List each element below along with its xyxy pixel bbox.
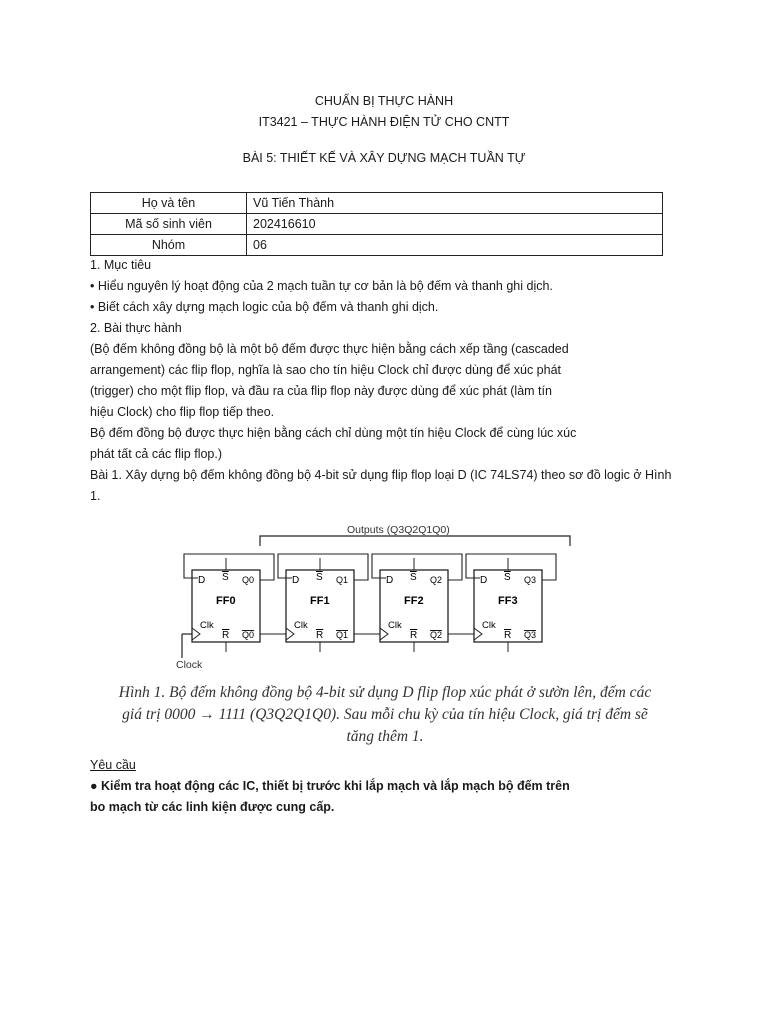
pin-d-label: D	[198, 575, 206, 586]
doc-title: BÀI 5: THIẾT KẾ VÀ XÂY DỰNG MẠCH TUẦN TỰ	[242, 151, 526, 165]
pin-r-label: R	[316, 630, 324, 641]
paragraph-line: • Hiểu nguyên lý hoạt động của 2 mạch tuần tự cơ bản là bộ đếm và thanh ghi dịch.	[90, 279, 553, 293]
flipflop-ff0	[184, 554, 274, 652]
figure-caption-line: giá trị 0000 → 1111 (Q3Q2Q1Q0). Sau mỗi chu kỳ của tín hiệu Clock, giá trị đếm sẽ	[122, 706, 648, 723]
name-label: Họ và tên	[91, 193, 247, 214]
paragraph-line: (trigger) cho một flip flop, và đầu ra của flip flop này được dùng để xúc phát (làm tín	[90, 384, 552, 398]
pin-r-label: R	[222, 630, 230, 641]
qbar-label: Q1	[336, 630, 349, 640]
flipflop-ff3	[458, 554, 556, 652]
doc-header-line2: IT3421 – THỰC HÀNH ĐIỆN TỬ CHO CNTT	[258, 115, 510, 129]
ff-name: FF2	[404, 595, 424, 607]
pin-d-label: D	[292, 575, 300, 586]
q-label: Q0	[242, 575, 255, 585]
pin-r-label: R	[504, 630, 512, 641]
paragraph-line: Bộ đếm đồng bộ được thực hiện bằng cách chỉ dùng một tín hiệu Clock để cùng lúc xúc	[90, 426, 577, 440]
pin-d-label: D	[480, 575, 488, 586]
paragraph-line: phát tất cả các flip flop.)	[90, 447, 223, 461]
section-heading: 2. Bài thực hành	[90, 321, 182, 335]
table-row	[91, 193, 663, 214]
clock-label: Clock	[176, 659, 203, 671]
pin-d-label: D	[386, 575, 394, 586]
ff-name: FF3	[498, 595, 518, 607]
paragraph-line: (Bộ đếm không đồng bộ là một bộ đếm được thực hiện bằng cách xếp tầng (cascaded	[90, 342, 569, 356]
doc-header-line1: CHUẨN BỊ THỰC HÀNH	[314, 94, 454, 108]
ff-name: FF1	[310, 595, 330, 607]
requirement-line: bo mạch từ các linh kiện được cung cấp.	[90, 800, 335, 814]
q-label: Q2	[430, 575, 443, 585]
outputs-label: Outputs (Q3Q2Q1Q0)	[347, 524, 450, 536]
group-label: Nhóm	[91, 235, 247, 256]
student-id-label: Mã số sinh viên	[91, 214, 247, 235]
pin-s-label: S	[316, 572, 323, 583]
pin-s-label: S	[504, 572, 511, 583]
pin-clk-label: Clk	[482, 620, 496, 631]
qbar-label: Q3	[524, 630, 537, 640]
q-label: Q3	[524, 575, 537, 585]
pin-r-label: R	[410, 630, 418, 641]
figure-caption-line: tăng thêm 1.	[346, 728, 424, 745]
table-row	[91, 214, 663, 235]
pin-clk-label: Clk	[200, 620, 214, 631]
paragraph-line: arrangement) các flip flop, nghĩa là sao cho tín hiệu Clock chỉ được dùng để xúc phát	[90, 363, 562, 377]
group-value: 06	[247, 235, 663, 256]
figure-caption-line: Hình 1. Bộ đếm không đồng bộ 4-bit sử dụng D flip flop xúc phát ở sườn lên, đếm các	[118, 684, 652, 701]
requirement-line: ● Kiểm tra hoạt động các IC, thiết bị trước khi lắp mạch và lắp mạch bộ đếm trên	[90, 779, 570, 793]
table-row	[91, 235, 663, 256]
name-value: Vũ Tiến Thành	[247, 193, 663, 214]
q-label: Q1	[336, 575, 349, 585]
student-info-table	[90, 192, 663, 256]
flipflop-ff2	[364, 554, 462, 652]
paragraph-line: • Biết cách xây dựng mạch logic của bộ đếm và thanh ghi dịch.	[90, 300, 439, 314]
paragraph-line: Bài 1. Xây dựng bộ đếm không đồng bộ 4-bit sử dụng flip flop loại D (IC 74LS74) theo sơ đồ logic ở Hình	[90, 468, 672, 482]
paragraph-line: 1.	[90, 489, 101, 503]
section-heading: 1. Mục tiêu	[90, 258, 152, 272]
paragraph-line: hiệu Clock) cho flip flop tiếp theo.	[90, 405, 275, 419]
pin-clk-label: Clk	[294, 620, 308, 631]
student-id-value: 202416610	[247, 214, 663, 235]
requirements-heading: Yêu cầu	[90, 758, 136, 772]
pin-s-label: S	[410, 572, 417, 583]
pin-s-label: S	[222, 572, 229, 583]
ff-name: FF0	[216, 595, 236, 607]
body-text	[90, 255, 680, 507]
flipflop-ff1	[270, 554, 368, 652]
qbar-label: Q0	[242, 630, 255, 640]
circuit-diagram	[172, 516, 582, 674]
pin-clk-label: Clk	[388, 620, 402, 631]
qbar-label: Q2	[430, 630, 443, 640]
